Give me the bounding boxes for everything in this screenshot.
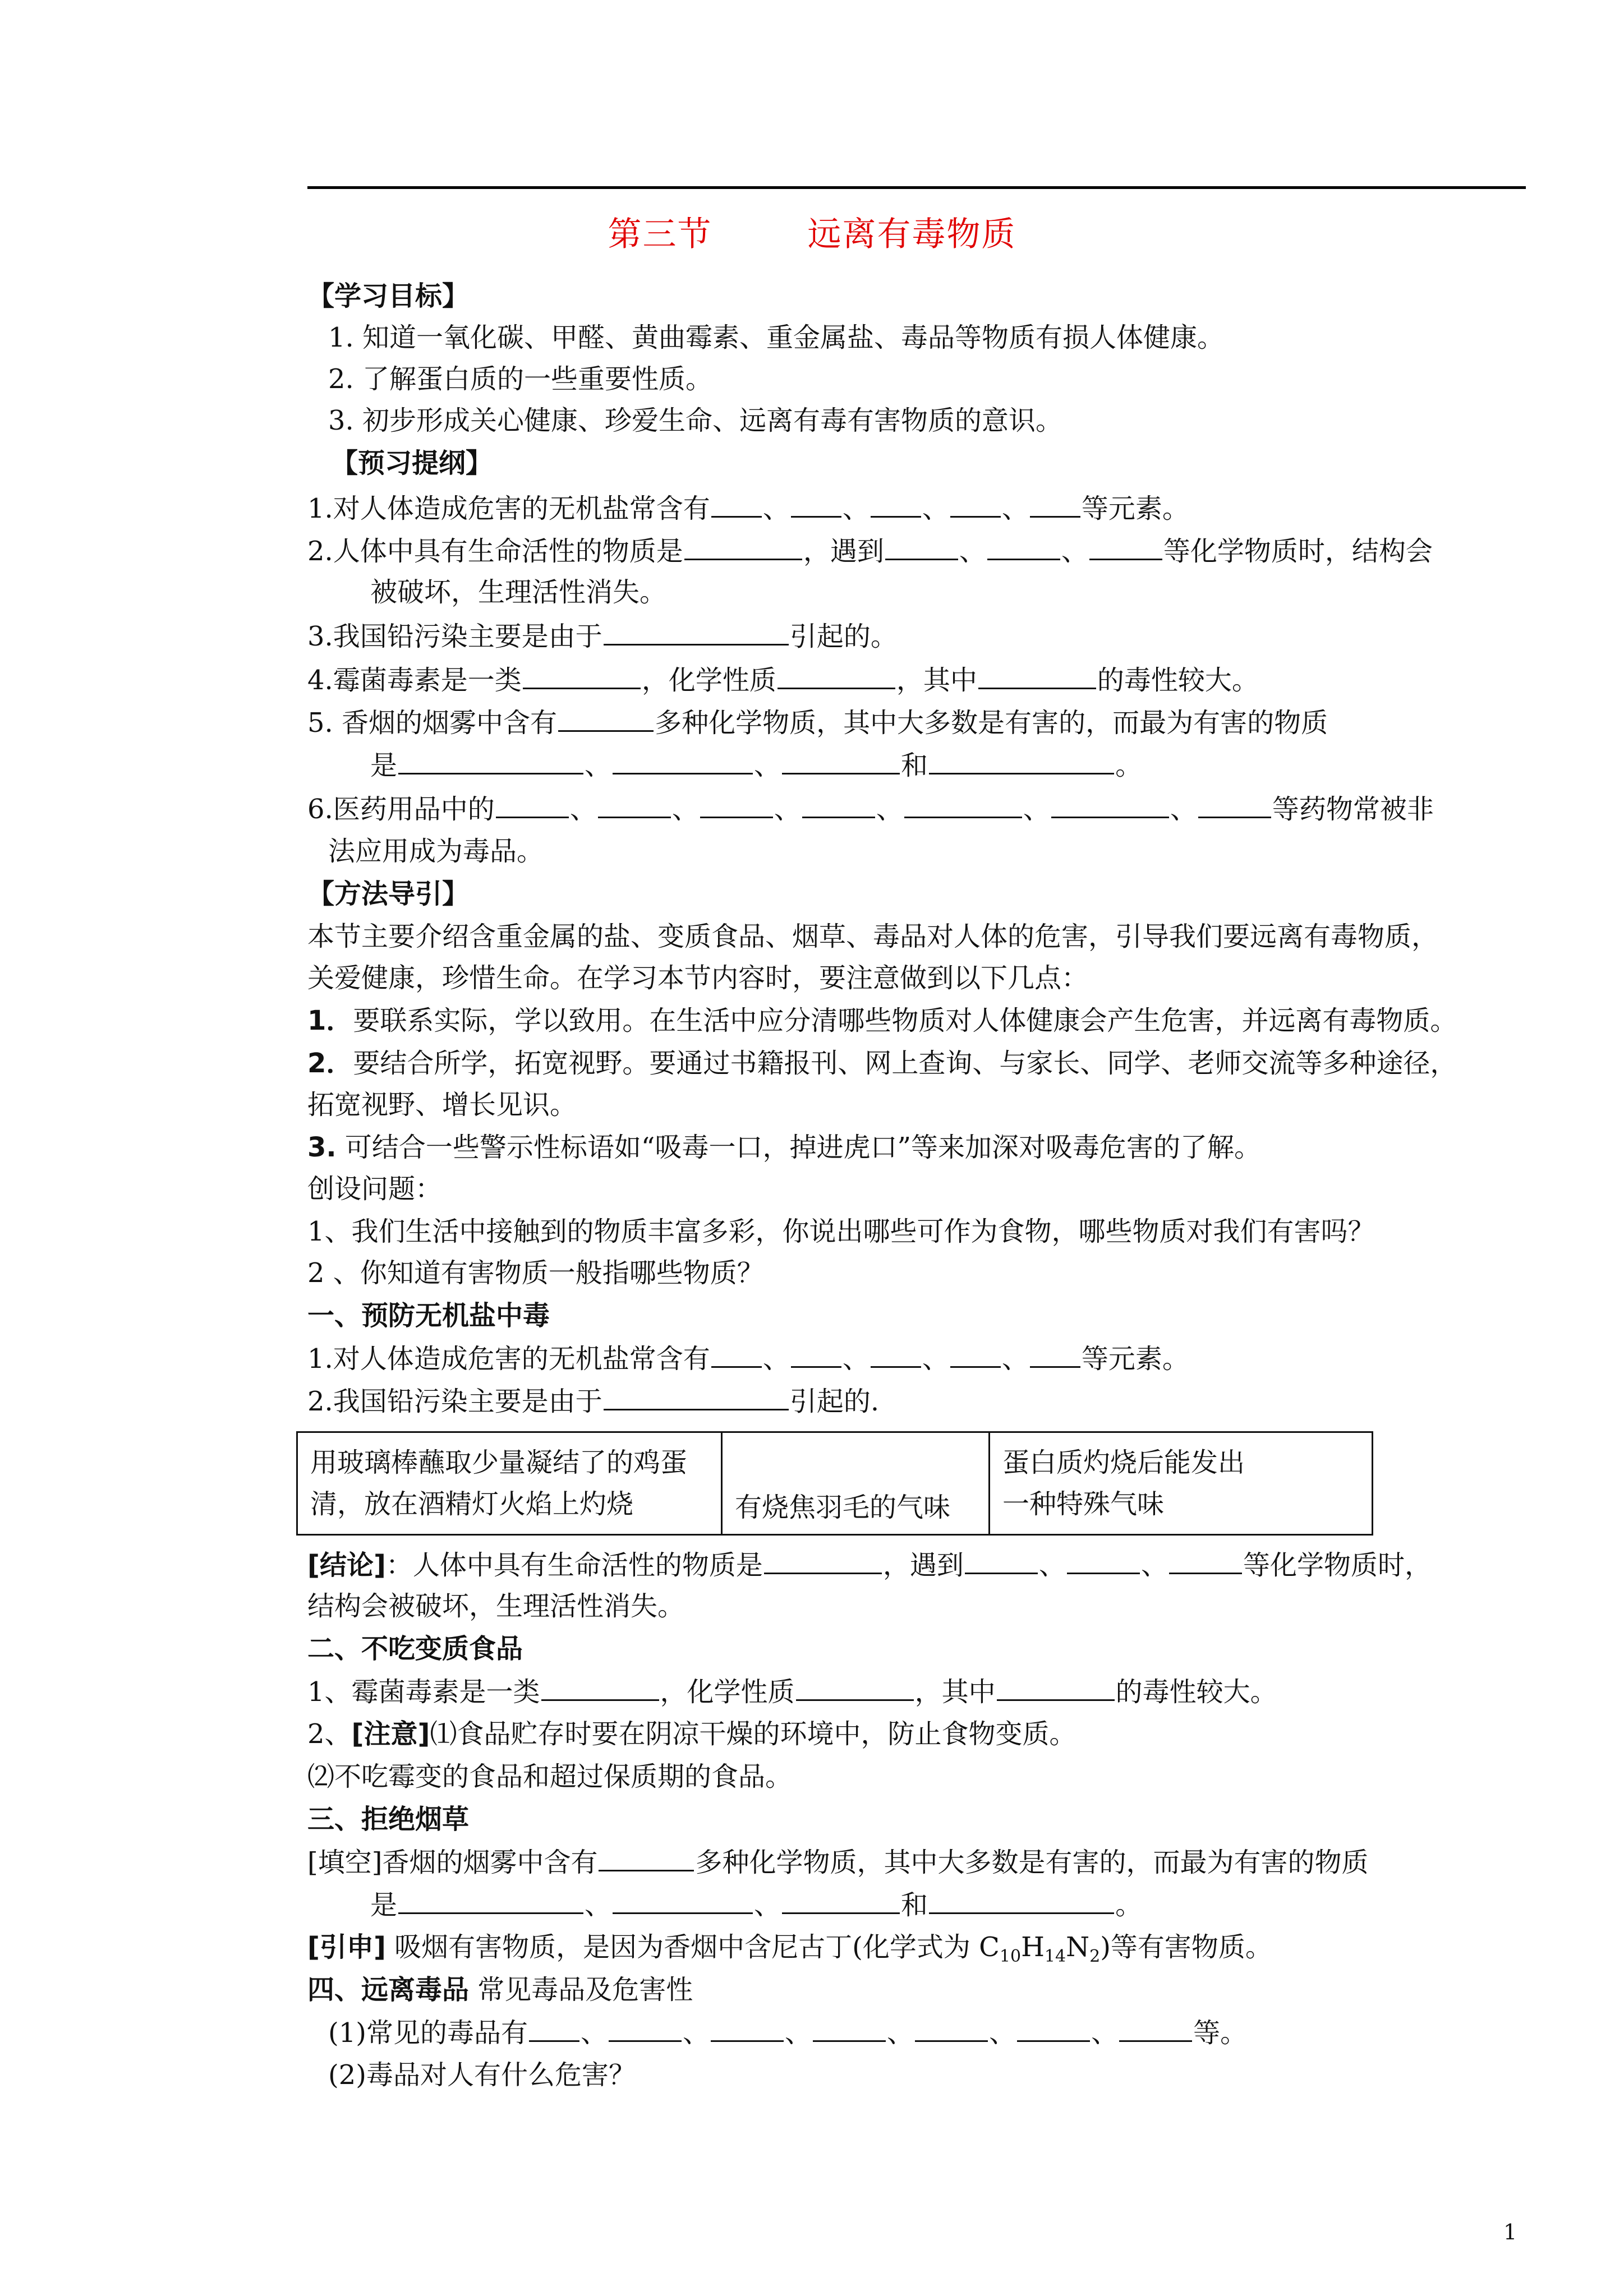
method-point-1: 1．要联系实际，学以致用。在生活中应分清哪些物质对人体健康会产生危害，并远离有毒物质。 [307, 1005, 1457, 1036]
question-2: 2 、你知道有害物质一般指哪些物质？ [307, 1257, 764, 1289]
preview-q5-line2: 是 、 、 和 。 [370, 748, 1142, 782]
section-3-heading: 三、拒绝烟草 [307, 1804, 470, 1835]
experiment-table [296, 1431, 1373, 1536]
experiment-phenomenon: 有烧焦羽毛的气味 [722, 1432, 990, 1535]
section-1-conclusion: [结论]：人体中具有生命活性的物质是 ，遇到 、 、 等化学物质时， [307, 1548, 1432, 1582]
preview-q6: 6.医药用品中的 、 、 、 、 、 、 等药物常被非 [307, 792, 1434, 826]
section-4-q1: (1)常见的毒品有 、 、 、 、 、 、 等。 [328, 2016, 1247, 2050]
objective-3: 3. 初步形成关心健康、珍爱生命、远离有毒有害物质的意识。 [328, 405, 1063, 436]
preview-q2-line2: 被破坏，生理活性消失。 [370, 577, 667, 608]
objective-2: 2. 了解蛋白质的一些重要性质。 [328, 363, 713, 395]
preview-q4: 4.霉菌毒素是一类 ，化学性质 ，其中 的毒性较大。 [307, 663, 1259, 697]
section-3-fill-line2: 是 、 、 和 。 [370, 1888, 1142, 1922]
preview-q6-line2: 法应用成为毒品。 [328, 836, 544, 867]
preview-q1: 1.对人体造成危害的无机盐常含有 、 、 、 、 等元素。 [307, 491, 1189, 525]
section-3-fill: [填空]香烟的烟雾中含有 多种化学物质，其中大多数是有害的，而最为有害的物质 [307, 1845, 1368, 1879]
section-2-heading: 二、不吃变质食品 [307, 1633, 523, 1665]
section-4-q2: (2)毒品对人有什么危害？ [328, 2059, 636, 2091]
section-1-heading: 一、预防无机盐中毒 [307, 1300, 550, 1331]
section-2-note: 2、[注意]⑴食品贮存时要在阴凉干燥的环境中，防止食物变质。 [307, 1718, 1076, 1750]
page-title [0, 208, 1624, 256]
preview-q2: 2.人体中具有生命活性的物质是 ，遇到 、 、 等化学物质时，结构会 [307, 534, 1433, 568]
title-topic: 远离有毒物质 [807, 215, 1016, 254]
section-3-extension: [引申] 吸烟有害物质，是因为香烟中含尼古丁(化学式为 $C_{10}H_{14}N_2$)等有害物质。 [307, 1931, 1272, 1966]
preview-q5: 5. 香烟的烟雾中含有 多种化学物质，其中大多数是有害的，而最为有害的物质 [307, 706, 1328, 740]
question-1: 1、我们生活中接触到的物质丰富多彩，你说出哪些可作为食物，哪些物质对我们有害吗？ [307, 1216, 1375, 1247]
questions-label: 创设问题： [307, 1173, 443, 1205]
section-1-conclusion-line2: 结构会被破坏，生理活性消失。 [307, 1590, 685, 1622]
preview-heading: 【预习提纲】 [331, 448, 493, 479]
title-section-number: 第三节 [608, 215, 712, 254]
page-number: 1 [1503, 2220, 1517, 2244]
objective-1: 1. 知道一氧化碳、甲醛、黄曲霉素、重金属盐、毒品等物质有损人体健康。 [328, 322, 1225, 353]
section-1-q1: 1.对人体造成危害的无机盐常含有 、 、 、 、 等元素。 [307, 1341, 1189, 1376]
experiment-operation: 用玻璃棒蘸取少量凝结了的鸡蛋 清，放在酒精灯火焰上灼烧 [297, 1432, 722, 1535]
section-2-q1: 1、霉菌毒素是一类 ，化学性质 ，其中 的毒性较大。 [307, 1675, 1277, 1709]
method-intro-line1: 本节主要介绍含重金属的盐、变质食品、烟草、毒品对人体的危害，引导我们要远离有毒物质， [307, 921, 1439, 952]
section-1-q2: 2.我国铅污染主要是由于 引起的. [307, 1384, 879, 1418]
method-point-2-line2: 拓宽视野、增长见识。 [307, 1089, 577, 1121]
section-2-note-2: ⑵不吃霉变的食品和超过保质期的食品。 [307, 1761, 793, 1792]
experiment-conclusion: 蛋白质灼烧后能发出 一种特殊气味 [990, 1432, 1373, 1535]
method-point-2: 2．要结合所学，拓宽视野。要通过书籍报刊、网上查询、与家长、同学、老师交流等多种途径， [307, 1048, 1457, 1079]
header-rule [307, 186, 1526, 189]
method-intro-line2: 关爱健康，珍惜生命。在学习本节内容时，要注意做到以下几点： [307, 962, 1089, 994]
objectives-heading: 【学习目标】 [307, 280, 470, 312]
method-heading: 【方法导引】 [307, 878, 470, 910]
preview-q3: 3.我国铅污染主要是由于 引起的。 [307, 619, 898, 653]
method-point-3: 3. 可结合一些警示性标语如“吸毒一口，掉进虎口”等来加深对吸毒危害的了解。 [307, 1132, 1261, 1163]
section-4-heading: 四、远离毒品 常见毒品及危害性 [307, 1974, 693, 2005]
